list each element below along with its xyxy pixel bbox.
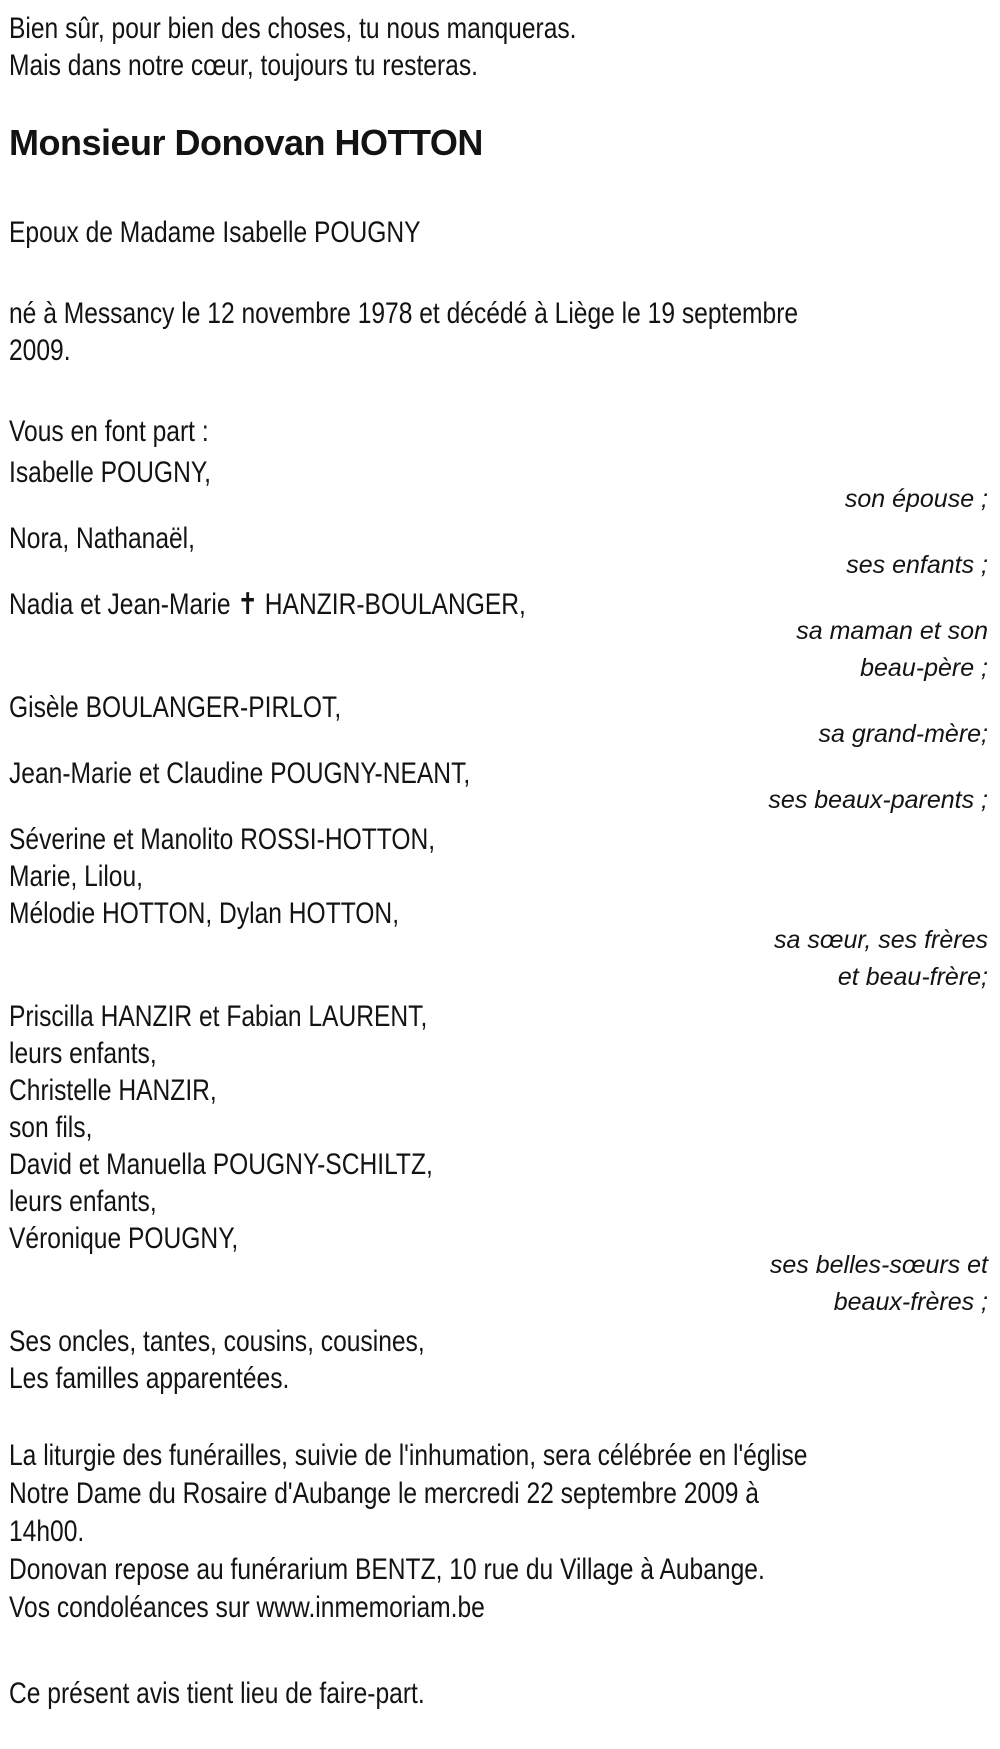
family-group-siblings [9, 821, 988, 996]
family-names [9, 998, 988, 1257]
birth-death-line-2: 2009. [9, 334, 71, 367]
family-group-parents [9, 586, 988, 687]
relation-labels [9, 1247, 988, 1321]
ceremony-line-2: Notre Dame du Rosaire d'Aubange le mercredi 22 septembre 2009 à [9, 1477, 759, 1510]
epigraph-line-2: Mais dans notre cœur, toujours tu resteras. [9, 49, 478, 82]
family-names [9, 821, 988, 932]
family-name-line: leurs enfants, [9, 1037, 157, 1070]
family-names [9, 1323, 988, 1397]
relation-labels [9, 922, 988, 996]
relation-line: ses beaux-parents ; [768, 786, 988, 814]
closing-line-text: Ce présent avis tient lieu de faire-part. [9, 1677, 425, 1710]
ceremony-line-3: 14h00. [9, 1515, 85, 1548]
family-group-sisters-brothers-in-law [9, 998, 988, 1321]
family-name-line: Véronique POUGNY, [9, 1222, 239, 1255]
condolences-line: Vos condoléances sur www.inmemoriam.be [9, 1591, 485, 1624]
family-name-line: leurs enfants, [9, 1185, 157, 1218]
relation-labels [9, 613, 988, 687]
family-group-children [9, 520, 988, 584]
family-name-line: Marie, Lilou, [9, 860, 143, 893]
deceased-name-title: Monsieur Donovan HOTTON [9, 122, 483, 163]
announcement-intro-text: Vous en font part : [9, 415, 209, 448]
epigraph-line-1: Bien sûr, pour bien des choses, tu nous manqueras. [9, 12, 577, 45]
relation-line: sa grand-mère; [818, 720, 988, 748]
family-name-line: Gisèle BOULANGER-PIRLOT, [9, 691, 342, 724]
relation-line: son épouse ; [844, 485, 988, 513]
family-name-line: Les familles apparentées. [9, 1362, 290, 1395]
family-name-line: Mélodie HOTTON, Dylan HOTTON, [9, 897, 400, 930]
family-group-spouse [9, 454, 988, 518]
family-name-line: Jean-Marie et Claudine POUGNY-NEANT, [9, 757, 471, 790]
family-name-line: Nora, Nathanaël, [9, 522, 195, 555]
epigraph [9, 10, 988, 84]
family-name-line: Ses oncles, tantes, cousins, cousines, [9, 1325, 425, 1358]
funeral-home-line: Donovan repose au funérarium BENTZ, 10 rue du Village à Aubange. [9, 1553, 765, 1586]
family-name-line: Priscilla HANZIR et Fabian LAURENT, [9, 1000, 428, 1033]
relation-line: beau-père ; [860, 654, 988, 682]
ceremony-details [9, 1437, 988, 1627]
birth-death-paragraph [9, 295, 988, 369]
ceremony-line-1: La liturgie des funérailles, suivie de l'inhumation, sera célébrée en l'église [9, 1439, 808, 1472]
family-name-line: Séverine et Manolito ROSSI-HOTTON, [9, 823, 436, 856]
family-group-inlaws [9, 755, 988, 819]
relation-line: ses belles-sœurs et [769, 1251, 988, 1279]
relation-line: et beau-frère; [837, 963, 988, 991]
family-name-line: Christelle HANZIR, [9, 1074, 217, 1107]
family-name-line: Isabelle POUGNY, [9, 456, 211, 489]
spouse-line [9, 214, 988, 251]
closing-line [9, 1675, 988, 1712]
announcement-intro [9, 413, 988, 450]
relation-line: beaux-frères ; [833, 1288, 988, 1316]
family-name-line: Nadia et Jean-Marie ✝ HANZIR-BOULANGER, [9, 588, 526, 621]
spouse-line-text: Epoux de Madame Isabelle POUGNY [9, 216, 421, 249]
family-group-grandmother [9, 689, 988, 753]
family-name-line: son fils, [9, 1111, 93, 1144]
family-name-line: David et Manuella POUGNY-SCHILTZ, [9, 1148, 433, 1181]
relation-line: sa sœur, ses frères [774, 926, 988, 954]
birth-death-line-1: né à Messancy le 12 novembre 1978 et décédé à Liège le 19 septembre [9, 297, 799, 330]
family-group-extended [9, 1323, 988, 1397]
relation-line: sa maman et son [796, 617, 988, 645]
relation-line: ses enfants ; [846, 551, 988, 579]
